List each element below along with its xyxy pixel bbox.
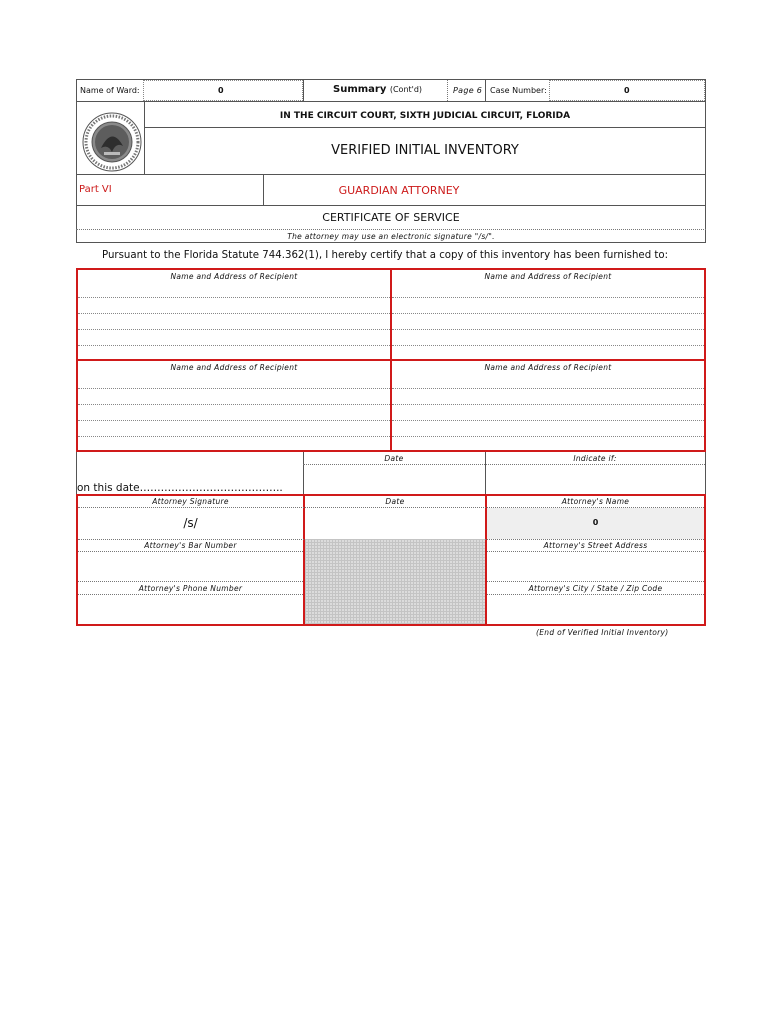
recipient-1-line-1[interactable] <box>78 282 390 298</box>
case-field[interactable] <box>549 80 705 101</box>
attorney-street-label: Attorney's Street Address <box>543 541 648 550</box>
attorney-name-value: 0 <box>592 518 599 527</box>
court-line: IN THE CIRCUIT COURT, SIXTH JUDICIAL CIRCUIT, FLORIDA <box>279 111 571 121</box>
recipient-4-line-4[interactable] <box>392 421 704 437</box>
recipient-4-line-1[interactable] <box>392 373 704 389</box>
recipient-2-line-3[interactable] <box>392 314 704 330</box>
page-label: Page 6 <box>453 86 483 95</box>
recipient-3-line-1[interactable] <box>78 373 390 389</box>
part-title: GUARDIAN ATTORNEY <box>338 184 460 197</box>
shaded-area <box>305 539 485 624</box>
recipient-3-line-2[interactable] <box>78 389 390 405</box>
court-seal-icon <box>82 112 142 172</box>
attorney-signature-label: Attorney Signature <box>152 497 229 506</box>
summary-label <box>333 84 422 95</box>
attorney-bar-field[interactable] <box>78 552 303 581</box>
statement: Pursuant to the Florida Statute 744.362(1), I hereby certify that a copy of this inventory has been furnished to: <box>102 250 669 261</box>
attorney-date-field[interactable] <box>305 508 485 539</box>
summary-text: Summary <box>333 84 387 95</box>
ward-field[interactable] <box>143 80 303 101</box>
recipient-2-line-2[interactable] <box>392 298 704 314</box>
attorney-signature-field[interactable] <box>78 508 303 539</box>
attorney-city-label: Attorney's City / State / Zip Code <box>528 584 663 593</box>
ward-value: 0 <box>218 86 224 95</box>
signature-note: The attorney may use an electronic signature "/s/". <box>287 232 495 241</box>
recipient-1-line-3[interactable] <box>78 314 390 330</box>
recipient-4-line-2[interactable] <box>392 389 704 405</box>
indicate-label: Indicate if: <box>573 454 617 463</box>
recipient-label-2: Name and Address of Recipient <box>484 272 612 281</box>
attorney-street-field[interactable] <box>487 552 704 581</box>
recipient-1-line-2[interactable] <box>78 298 390 314</box>
attorney-phone-field[interactable] <box>78 595 303 624</box>
recipient-label-1: Name and Address of Recipient <box>170 272 298 281</box>
summary-suffix: (Cont'd) <box>389 85 423 94</box>
attorney-name-label: Attorney's Name <box>561 497 630 506</box>
recipient-4-line-3[interactable] <box>392 405 704 421</box>
on-this-date: on this date………………………………….. <box>77 482 283 494</box>
ward-label: Name of Ward: <box>80 86 140 95</box>
recipient-1-line-4[interactable] <box>78 330 390 346</box>
attorney-date-label: Date <box>385 497 405 506</box>
indicate-field[interactable] <box>486 465 705 493</box>
recipient-3-line-3[interactable] <box>78 405 390 421</box>
form-title: VERIFIED INITIAL INVENTORY <box>331 143 519 158</box>
section-title: CERTIFICATE OF SERVICE <box>322 211 460 224</box>
case-value: 0 <box>624 86 630 95</box>
attorney-bar-label: Attorney's Bar Number <box>144 541 237 550</box>
attorney-city-field[interactable] <box>487 595 704 624</box>
attorney-signature-value: /s/ <box>183 516 198 530</box>
date-label: Date <box>384 454 404 463</box>
service-date-field[interactable] <box>304 465 485 493</box>
attorney-name-field[interactable] <box>487 508 704 539</box>
recipient-2-line-4[interactable] <box>392 330 704 346</box>
recipient-label-4: Name and Address of Recipient <box>484 363 612 372</box>
recipient-label-3: Name and Address of Recipient <box>170 363 298 372</box>
attorney-phone-label: Attorney's Phone Number <box>138 584 243 593</box>
footer-note: (End of Verified Initial Inventory) <box>536 628 669 637</box>
part-label: Part VI <box>79 184 112 195</box>
recipient-3-line-4[interactable] <box>78 421 390 437</box>
recipient-2-line-1[interactable] <box>392 282 704 298</box>
case-label: Case Number: <box>490 86 547 95</box>
